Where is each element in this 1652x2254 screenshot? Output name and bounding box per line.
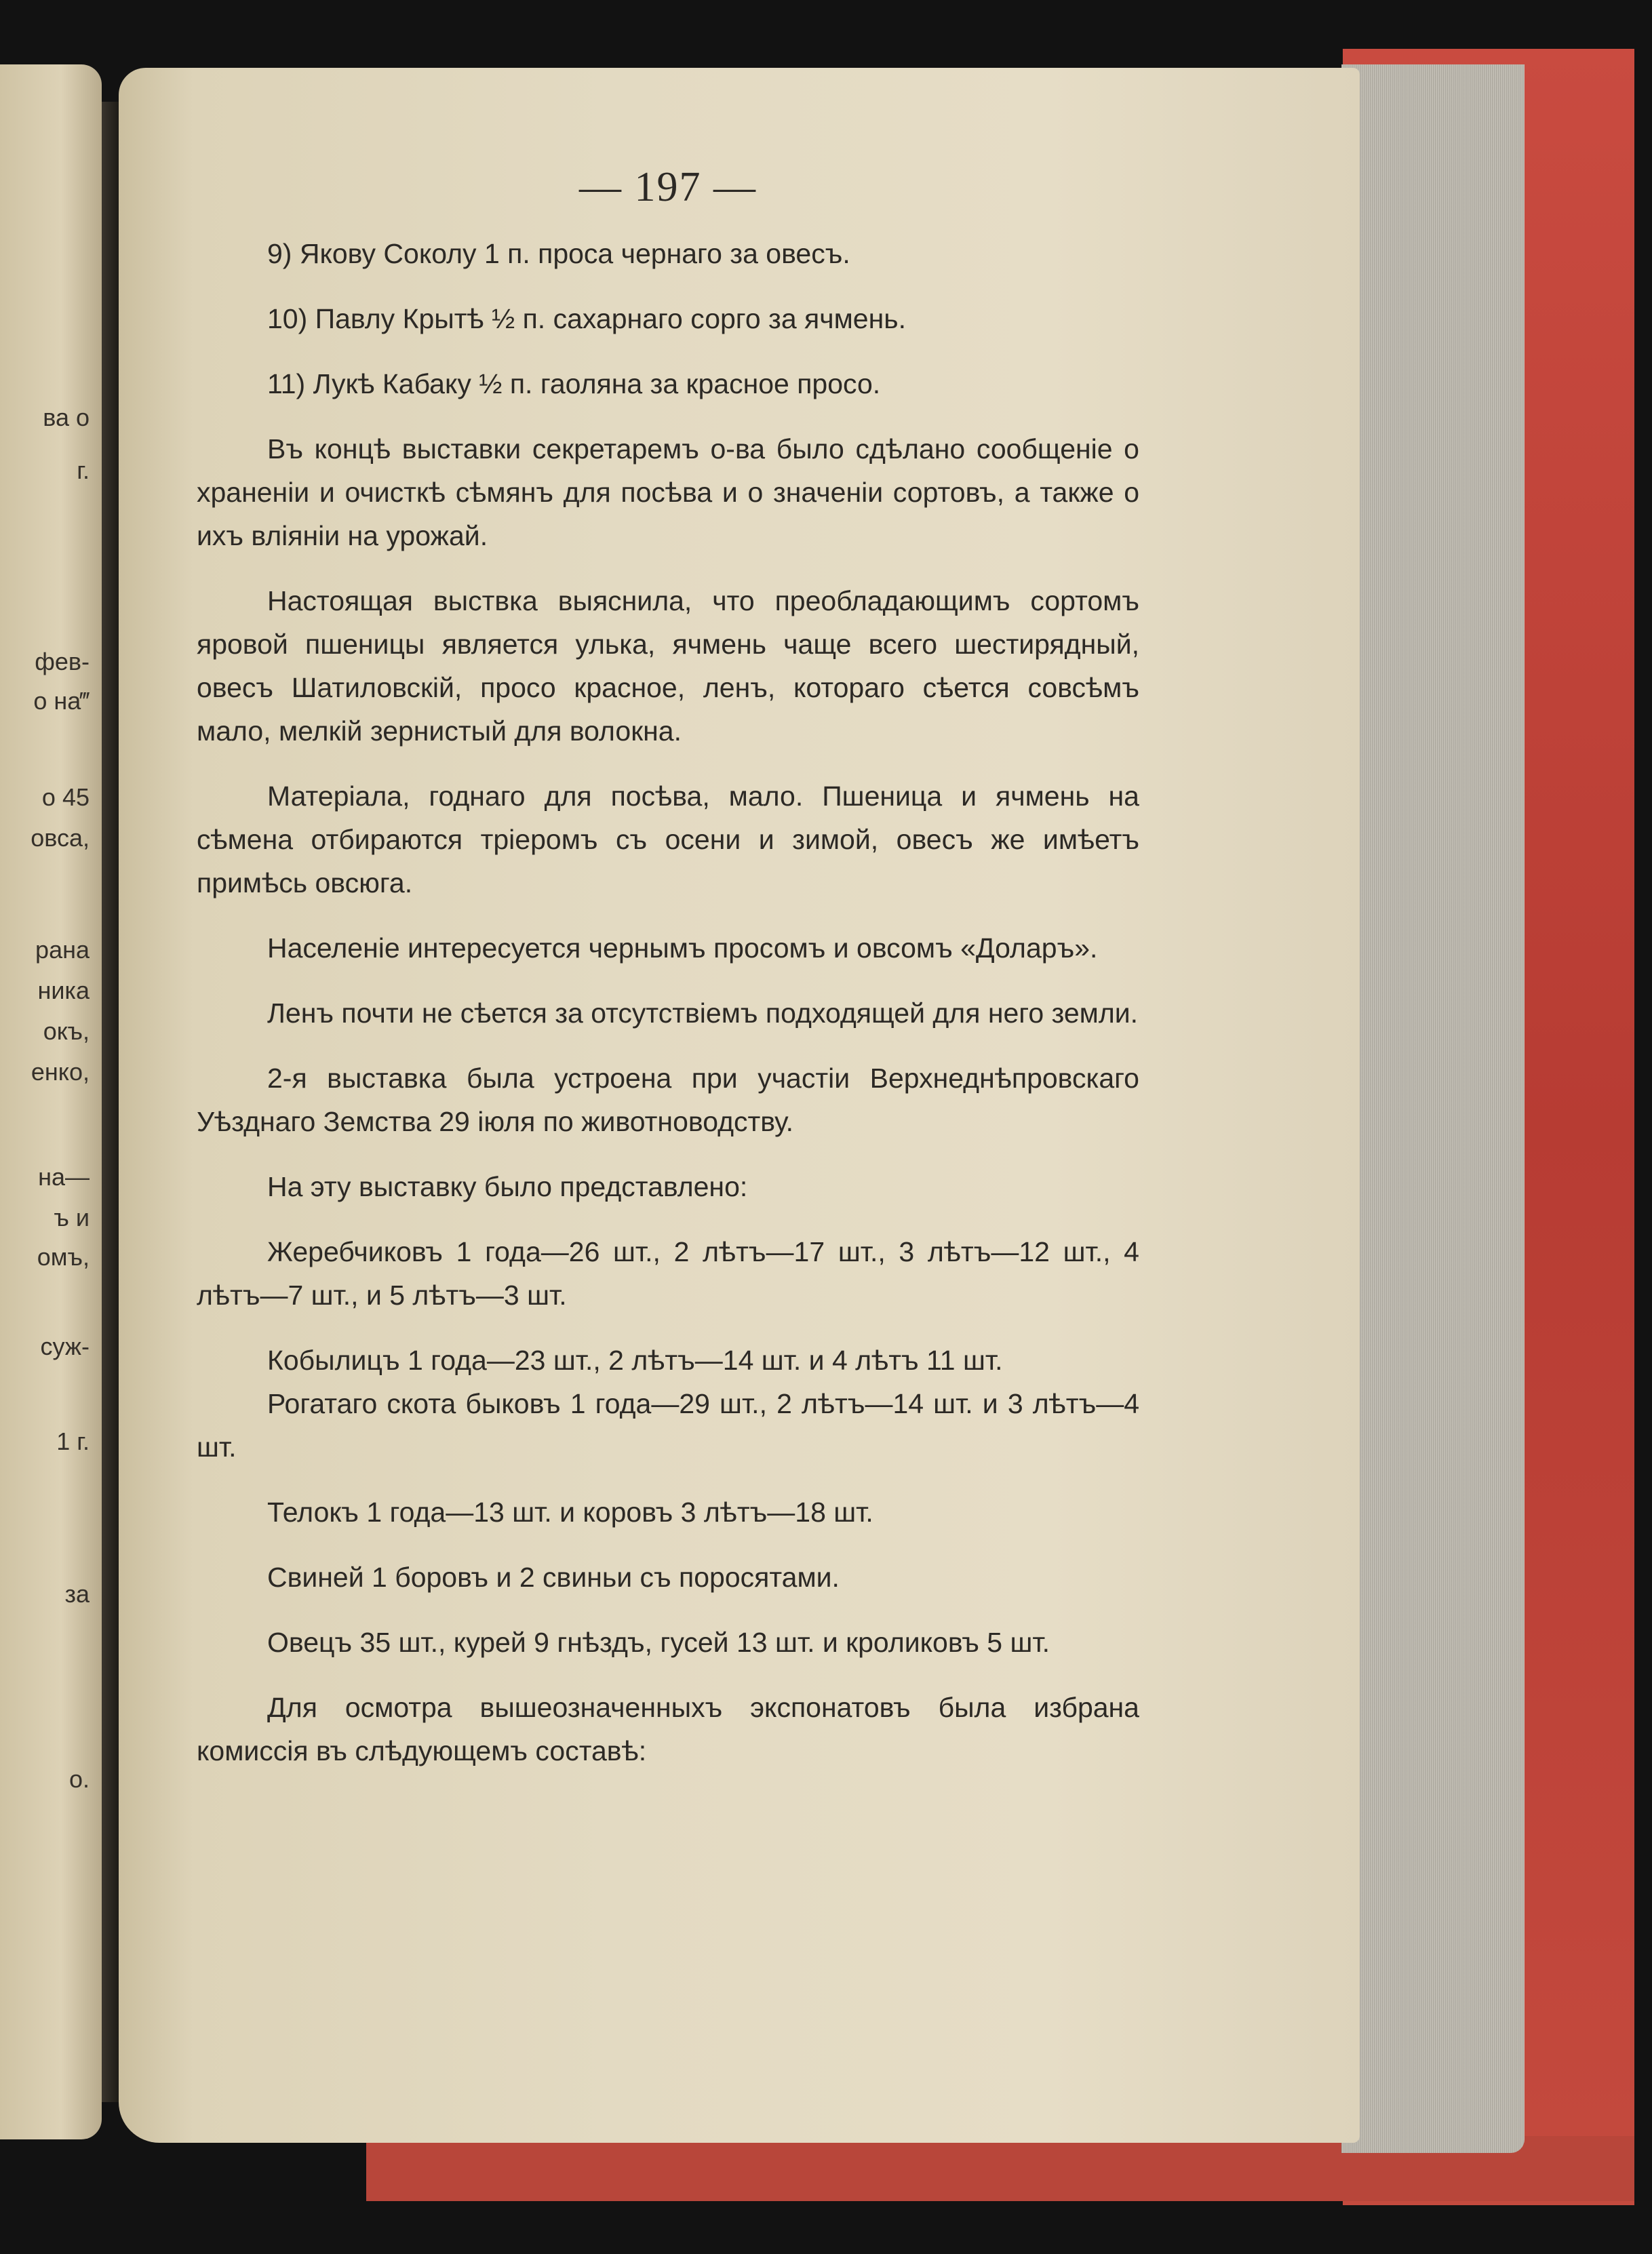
paragraph: 2-я выставка была устроена при участіи Верхнеднѣпровскаго Уѣзднаго Земства 29 іюля по животноводству. xyxy=(197,1063,1139,1137)
paragraph: Телокъ 1 года—13 шт. и коровъ 3 лѣтъ—18 шт. xyxy=(267,1497,873,1528)
left-page-fragment: ника xyxy=(37,976,90,1004)
paragraph: 11) Лукѣ Кабаку ½ п. гаоляна за красное просо. xyxy=(267,368,881,399)
paragraph: Въ концѣ выставки секретаремъ о-ва было сдѣлано сообщеніе о храненіи и очисткѣ сѣмянъ для посѣва и о значеніи сортовъ, а также о ихъ вліяніи на урожай. xyxy=(197,433,1139,551)
left-page-fragment: суж- xyxy=(40,1332,90,1360)
left-page-fragment: овса, xyxy=(31,824,90,852)
paragraph: Ленъ почти не сѣется за отсутствіемъ подходящей для него земли. xyxy=(267,997,1139,1029)
paragraph: Настоящая выствка выяснила, что преобладающимъ сортомъ яровой пшеницы является улька, ячмень чаще всего шестирядный, овесъ Шатиловскій, просо красное, ленъ, котораго сѣется совсѣмъ мало, мелкій зернистый для волокна. xyxy=(197,585,1139,747)
paragraph: Матеріала, годнаго для посѣва, мало. Пшеница и ячмень на сѣмена отбираются тріеромъ съ осени и зимой, овесъ же имѣетъ примѣсь овсюга. xyxy=(197,780,1139,898)
left-page-fragment: енко, xyxy=(31,1058,90,1086)
left-page-fragment: о 45 xyxy=(41,783,90,811)
page-number: — 197 — xyxy=(579,164,757,210)
paragraph: Для осмотра вышеозначенныхъ экспонатовъ была избрана комиссія въ слѣдующемъ составѣ: xyxy=(197,1692,1139,1766)
left-page-fragment: на— xyxy=(38,1163,90,1191)
left-page-fragment: за xyxy=(64,1580,90,1608)
paragraph: Свиней 1 боровъ и 2 свиньи съ поросятами. xyxy=(267,1562,840,1593)
left-page xyxy=(0,64,102,2139)
left-page-fragment: о на‴ xyxy=(33,687,90,715)
paragraph: Кобылицъ 1 года—23 шт., 2 лѣтъ—14 шт. и 4 лѣтъ 11 шт. xyxy=(267,1345,1003,1376)
paragraph: На эту выставку было представлено: xyxy=(267,1171,748,1202)
paragraph: Населеніе интересуется чернымъ просомъ и овсомъ «Доларъ». xyxy=(267,932,1098,964)
left-page-fragment: г. xyxy=(77,456,90,484)
book-gutter xyxy=(102,102,121,2102)
page-text xyxy=(197,163,1139,1794)
paragraph: Рогатаго скота быковъ 1 года—29 шт., 2 лѣтъ—14 шт. и 3 лѣтъ—4 шт. xyxy=(197,1388,1139,1463)
left-page-fragment: окъ, xyxy=(43,1017,90,1045)
left-page-fragment: ъ и xyxy=(54,1204,90,1231)
paragraph: 9) Якову Соколу 1 п. проса чернаго за овесъ. xyxy=(267,238,850,269)
left-page-fragment: омъ, xyxy=(37,1243,90,1271)
left-page-fragment: рана xyxy=(35,936,90,964)
page-block-edge xyxy=(1341,64,1525,2153)
left-page-fragment: ва о xyxy=(43,403,90,431)
left-page-fragment: о. xyxy=(68,1765,90,1793)
paragraph: Жеребчиковъ 1 года—26 шт., 2 лѣтъ—17 шт., 3 лѣтъ—12 шт., 4 лѣтъ—7 шт., и 5 лѣтъ—3 шт. xyxy=(197,1236,1139,1311)
left-page-fragment: 1 г. xyxy=(56,1427,90,1455)
left-page-fragment: фев- xyxy=(35,648,90,675)
paragraph: 10) Павлу Крытѣ ½ п. сахарнаго сорго за ячмень. xyxy=(267,303,906,334)
paragraph: Овецъ 35 шт., курей 9 гнѣздъ, гусей 13 шт. и кроликовъ 5 шт. xyxy=(267,1627,1050,1658)
